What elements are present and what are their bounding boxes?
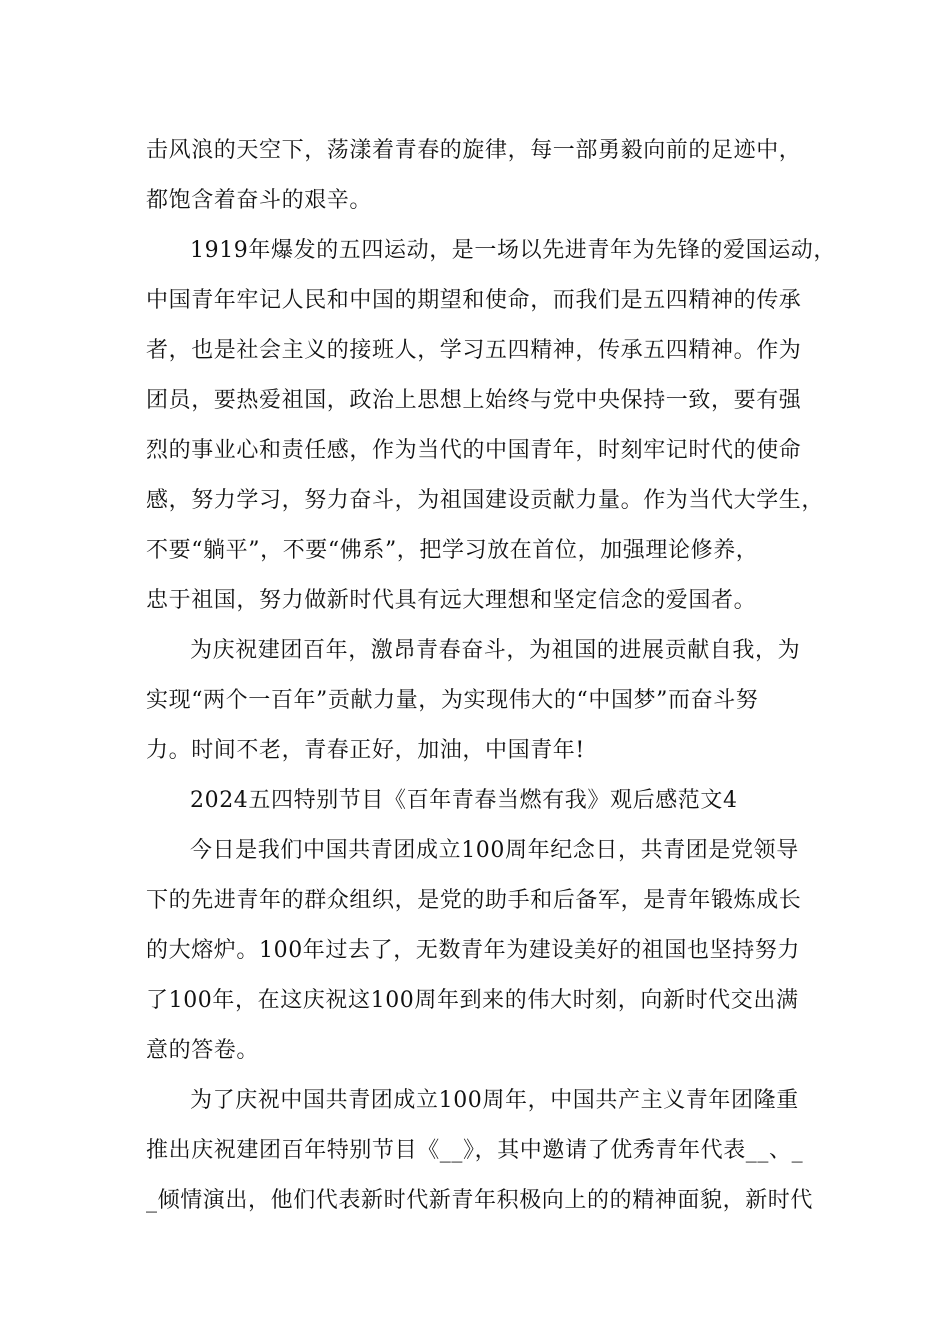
text-line: 力。时间不老，青春正好，加油，中国青年! <box>146 738 585 763</box>
text-line: 烈的事业心和责任感，作为当代的中国青年，时刻牢记时代的使命 <box>146 438 802 463</box>
text-line: 推出庆祝建团百年特别节目《__》，其中邀请了优秀青年代表__、_ <box>146 1138 804 1163</box>
text-line: 的大熔炉。100年过去了，无数青年为建设美好的祖国也坚持努力 <box>146 938 800 963</box>
text-line: 团员，要热爱祖国，政治上思想上始终与党中央保持一致，要有强 <box>146 388 802 413</box>
text-line: 击风浪的天空下，荡漾着青春的旋律，每一部勇毅向前的足迹中， <box>146 138 802 163</box>
text-line: 都饱含着奋斗的艰辛。 <box>146 188 373 213</box>
text-line: 者，也是社会主义的接班人，学习五四精神，传承五四精神。作为 <box>146 338 802 363</box>
section-title: 2024五四特别节目《百年青春当燃有我》观后感范文4 <box>190 788 738 813</box>
paragraph-start: 1919年爆发的五四运动，是一场以先进青年为先锋的爱国运动， <box>190 238 836 263</box>
paragraph-start: 为了庆祝中国共青团成立100周年，中国共产主义青年团隆重 <box>190 1088 799 1113</box>
text-line: 不要“躺平”，不要“佛系”，把学习放在首位，加强理论修养， <box>146 538 759 563</box>
text-line: 中国青年牢记人民和中国的期望和使命，而我们是五四精神的传承 <box>146 288 802 313</box>
text-line: 实现“两个一百年”贡献力量，为实现伟大的“中国梦”而奋斗努 <box>146 688 759 713</box>
paragraph-start: 今日是我们中国共青团成立100周年纪念日，共青团是党领导 <box>190 838 799 863</box>
text-line: 感，努力学习，努力奋斗，为祖国建设贡献力量。作为当代大学生， <box>146 488 825 513</box>
text-line: 忠于祖国，努力做新时代具有远大理想和坚定信念的爱国者。 <box>146 588 757 613</box>
paragraph-start: 为庆祝建团百年，激昂青春奋斗，为祖国的进展贡献自我，为 <box>190 638 801 663</box>
text-line: 意的答卷。 <box>146 1038 260 1063</box>
text-line: _倾情演出，他们代表新时代新青年积极向上的的精神面貌，新时代 <box>146 1188 814 1213</box>
text-line: 了100年，在这庆祝这100周年到来的伟大时刻，向新时代交出满 <box>146 988 799 1013</box>
text-line: 下的先进青年的群众组织，是党的助手和后备军，是青年锻炼成长 <box>146 888 802 913</box>
